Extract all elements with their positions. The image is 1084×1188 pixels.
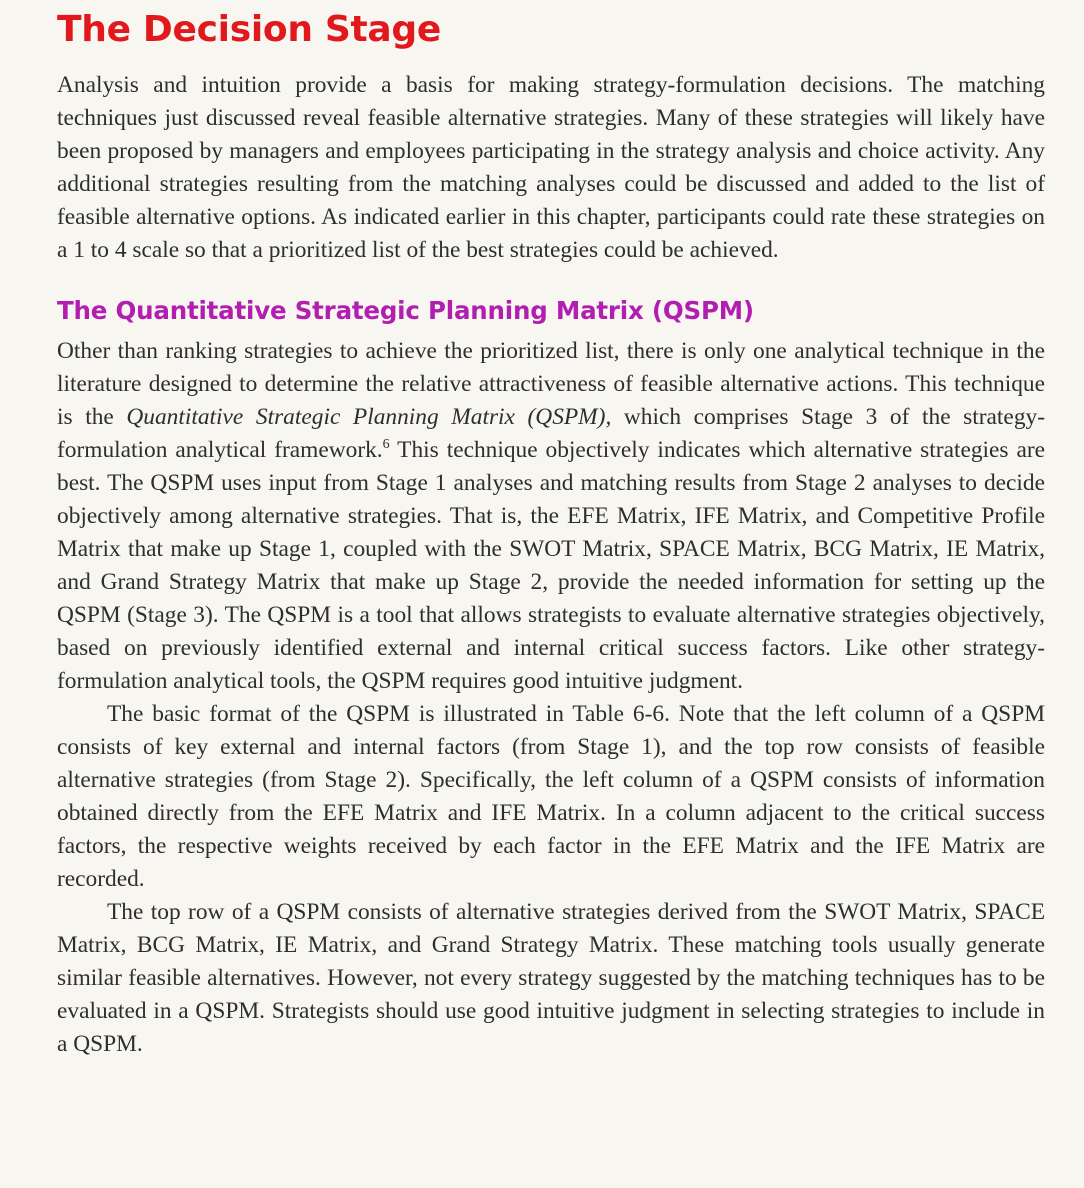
decision-stage-paragraph: Analysis and intuition provide a basis for making strategy-formulation decisions. The matching techniques just discussed reveal feasible alternative strategies. Many of these strategies will likely have been proposed by managers and employees participating in the strategy analysis and choice activity. Any additional strategies resulting from the matching analyses could be discussed and added to the list of feasible alternative options. As indicated earlier in this chapter, participants could rate these strategies on a 1 to 4 scale so that a prioritized list of the best strategies could be achieved. [57,72,1045,263]
section-title: The Decision Stage [57,9,441,50]
qspm-paragraph-1-text-a: Other than ranking strategies to achieve the prioritized list, there is only one analytical technique in the literature designed to determine the relative attractiveness of feasible alternative actions. This technique is the [57,338,1045,430]
qspm-paragraph-1 [57,335,1045,698]
qspm-paragraph-1-text-b: which comprises Stage 3 of the strategy-formulation analytical framework. [57,404,1045,463]
subsection-title: The Quantitative Strategic Planning Matrix (QSPM) [57,296,754,325]
qspm-term-italic: Quantitative Strategic Planning Matrix (QSPM), [126,404,612,430]
qspm-paragraph-2: The basic format of the QSPM is illustrated in Table 6-6. Note that the left column of a QSPM consists of key external and internal factors (from Stage 1), and the top row consists of feasible alternative strategies (from Stage 2). Specifically, the left column of a QSPM consists of information obtained directly from the EFE Matrix and IFE Matrix. In a column adjacent to the critical success factors, the respective weights received by each factor in the EFE Matrix and the IFE Matrix are recorded. [57,701,1045,892]
page-content [57,0,1045,1061]
footnote-marker: 6 [382,437,390,453]
qspm-paragraph-3: The top row of a QSPM consists of alternative strategies derived from the SWOT Matrix, SPACE Matrix, BCG Matrix, IE Matrix, and Grand Strategy Matrix. These matching tools usually generate similar feasible alternatives. However, not every strategy suggested by the matching techniques has to be evaluated in a QSPM. Strategists should use good intuitive judgment in selecting strategies to include in a QSPM. [57,899,1045,1057]
qspm-paragraph-1-text-c: This technique objectively indicates which alternative strategies are best. The QSPM uses input from Stage 1 analyses and matching results from Stage 2 analyses to decide objectively among alternative strategies. That is, the EFE Matrix, IFE Matrix, and Competitive Profile Matrix that make up Stage 1, coupled with the SWOT Matrix, SPACE Matrix, BCG Matrix, IE Matrix, and Grand Strategy Matrix that make up Stage 2, provide the needed information for setting up the QSPM (Stage 3). The QSPM is a tool that allows strategists to evaluate alternative strategies objectively, based on previously identified external and internal critical success factors. Like other strategy-formulation analytical tools, the QSPM requires good intuitive judgment. [57,437,1045,694]
